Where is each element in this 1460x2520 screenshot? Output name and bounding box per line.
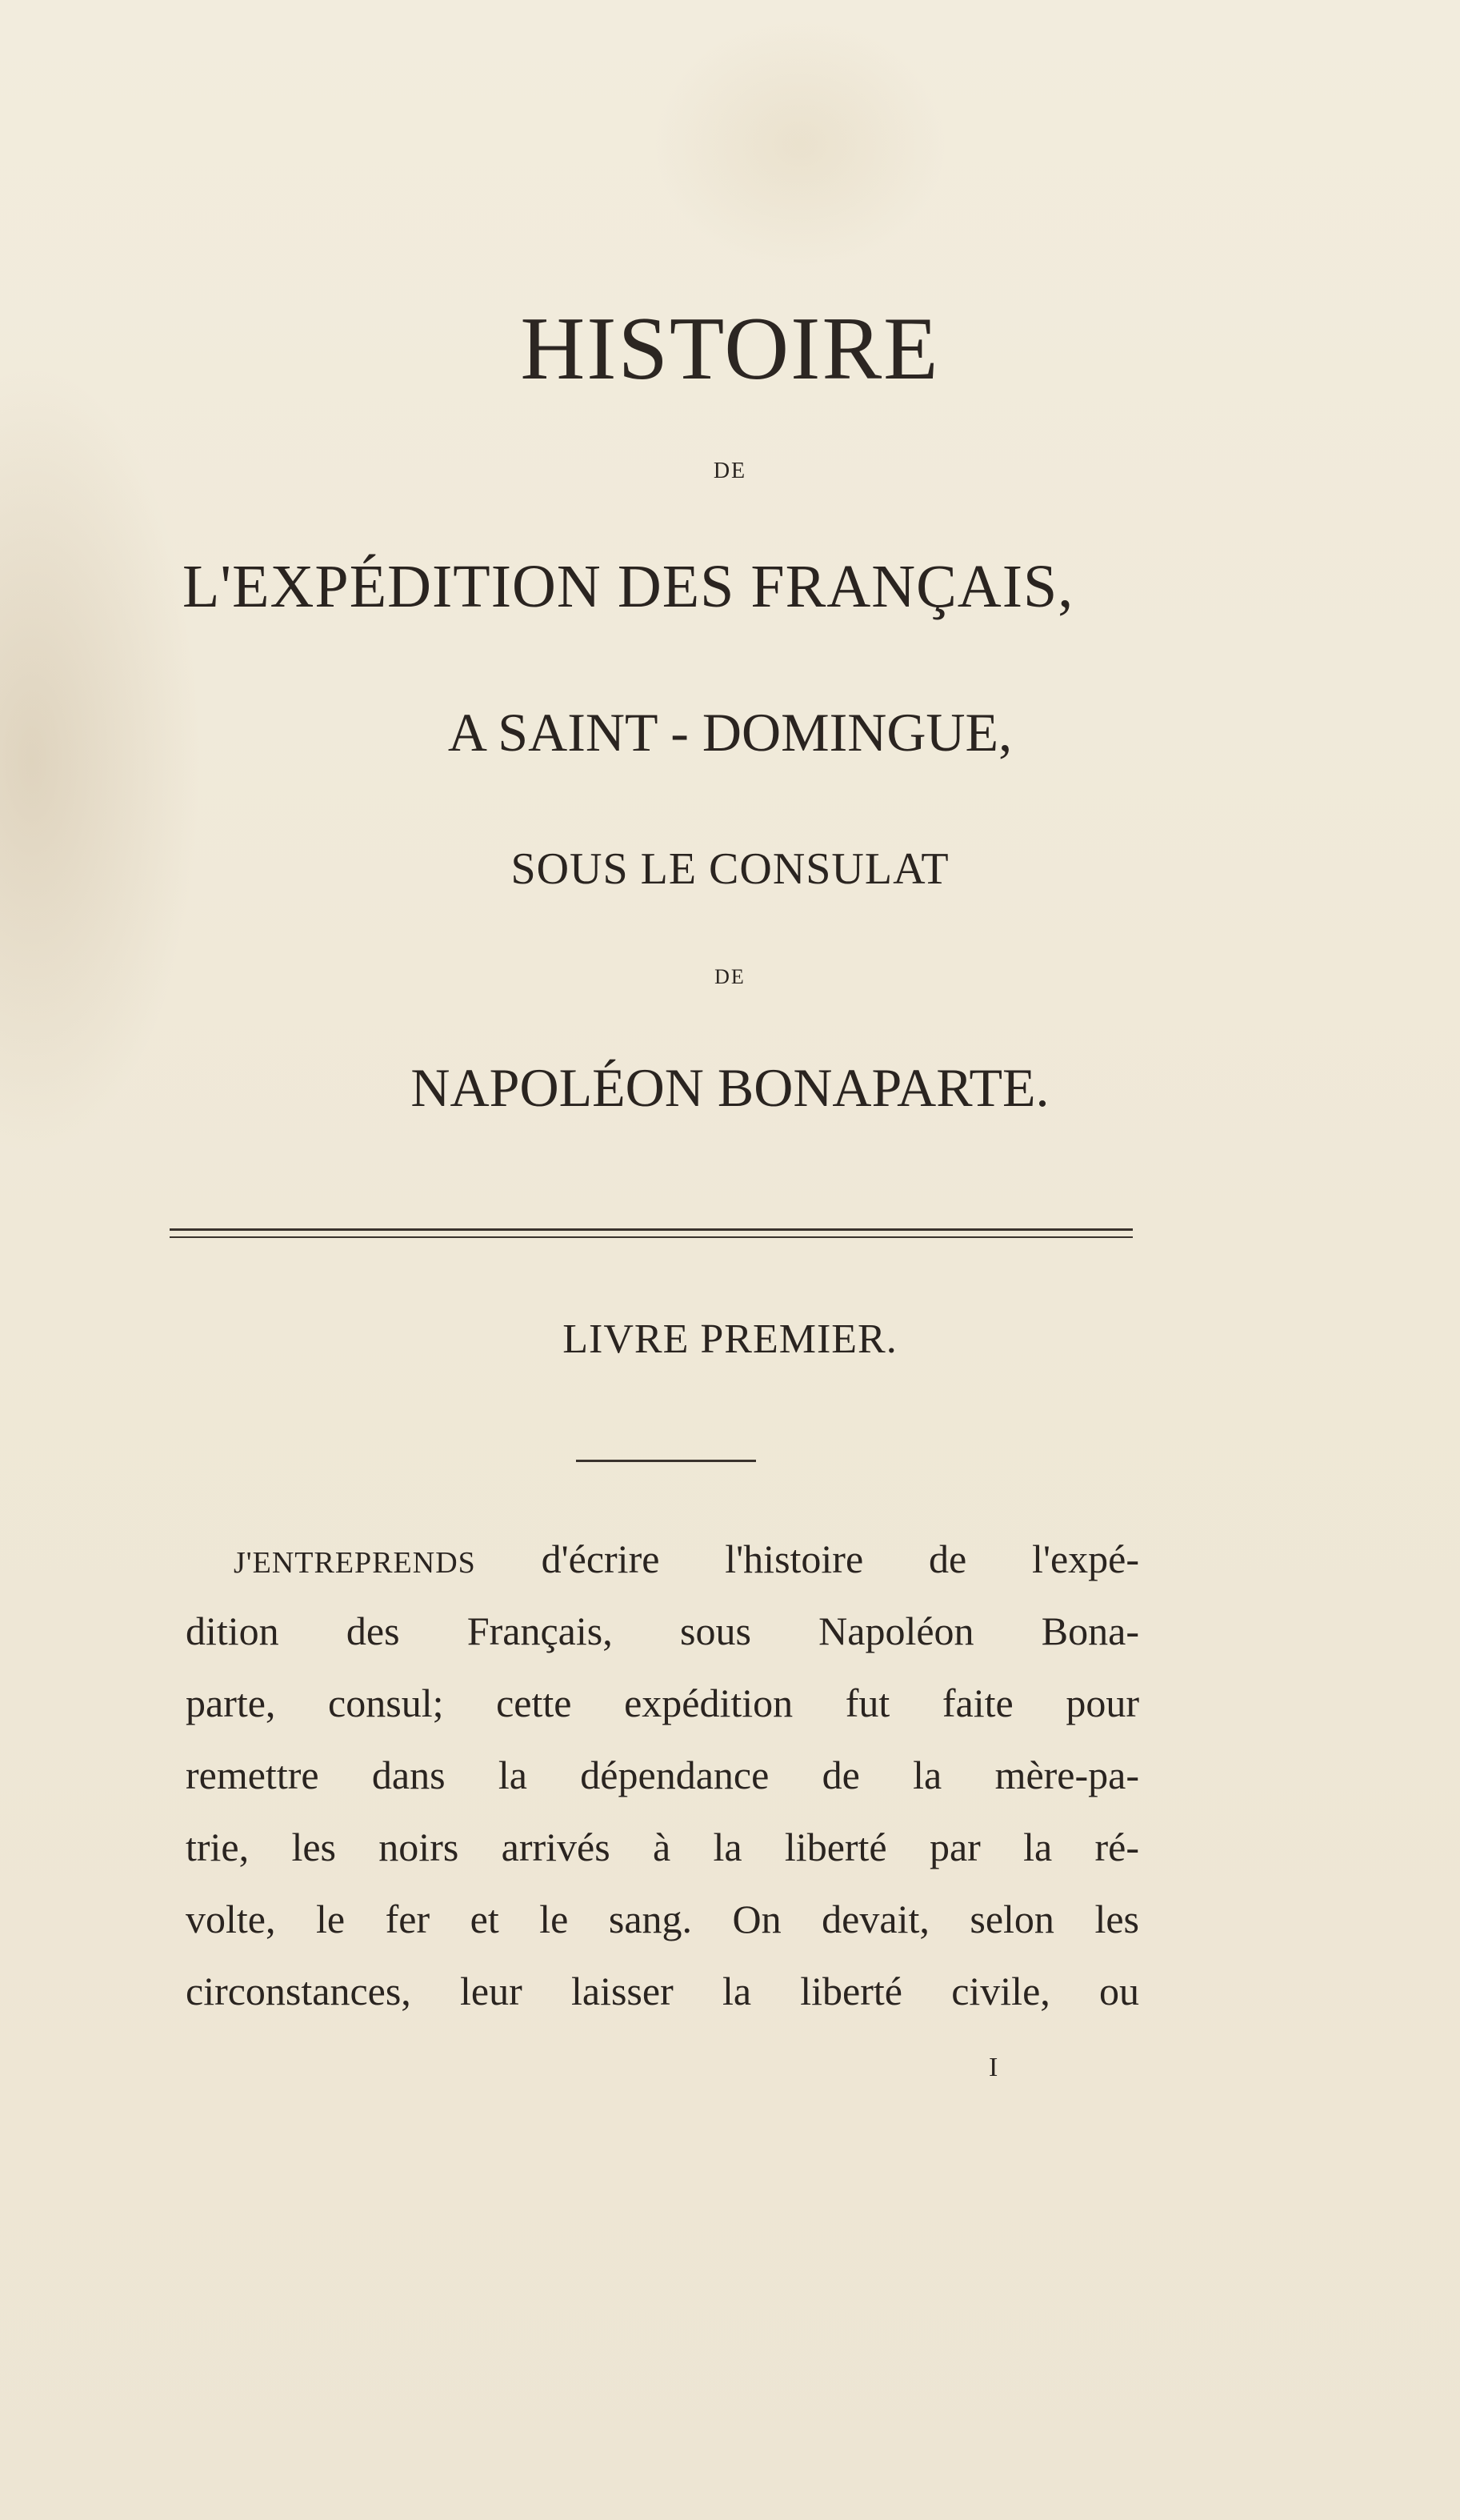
subtitle-line-1: L'EXPÉDITION DES FRANÇAIS, [182, 553, 1074, 620]
text-line-1-rest: d'écrire l'histoire de l'expé- [475, 1536, 1139, 1581]
text-line-5: trie, les noirs arrivés à la liberté par la ré- [186, 1825, 1139, 1869]
text-line-4: remettre dans la dépendance de la mère-pa- [186, 1753, 1139, 1797]
text-line-7: circonstances, leur laisser la liberté civile, ou [186, 1969, 1139, 2013]
text-line-2: dition des Français, sous Napoléon Bona- [186, 1609, 1139, 1653]
text-line-1 [186, 1523, 1139, 1595]
subtitle-line-2: A SAINT - DOMINGUE, [447, 702, 1013, 763]
subtitle-line-3: SOUS LE CONSULAT [510, 844, 950, 894]
double-rule-bottom [170, 1236, 1133, 1238]
opening-word: J'ENTREPRENDS [234, 1546, 476, 1580]
short-rule [576, 1460, 756, 1462]
book-heading: LIVRE PREMIER. [562, 1316, 898, 1362]
page-number: I [989, 2053, 998, 2082]
body-paragraph [186, 1523, 1139, 2027]
subtitle-line-4: NAPOLÉON BONAPARTE. [410, 1057, 1050, 1118]
connector-de-2: DE [714, 965, 746, 988]
double-rule-top [170, 1228, 1133, 1231]
text-line-3: parte, consul; cette expédition fut faite pour [186, 1681, 1139, 1725]
page-title: HISTOIRE [520, 299, 940, 399]
connector-de-1: DE [713, 459, 747, 483]
text-line-6: volte, le fer et le sang. On devait, selon les [186, 1897, 1139, 1941]
